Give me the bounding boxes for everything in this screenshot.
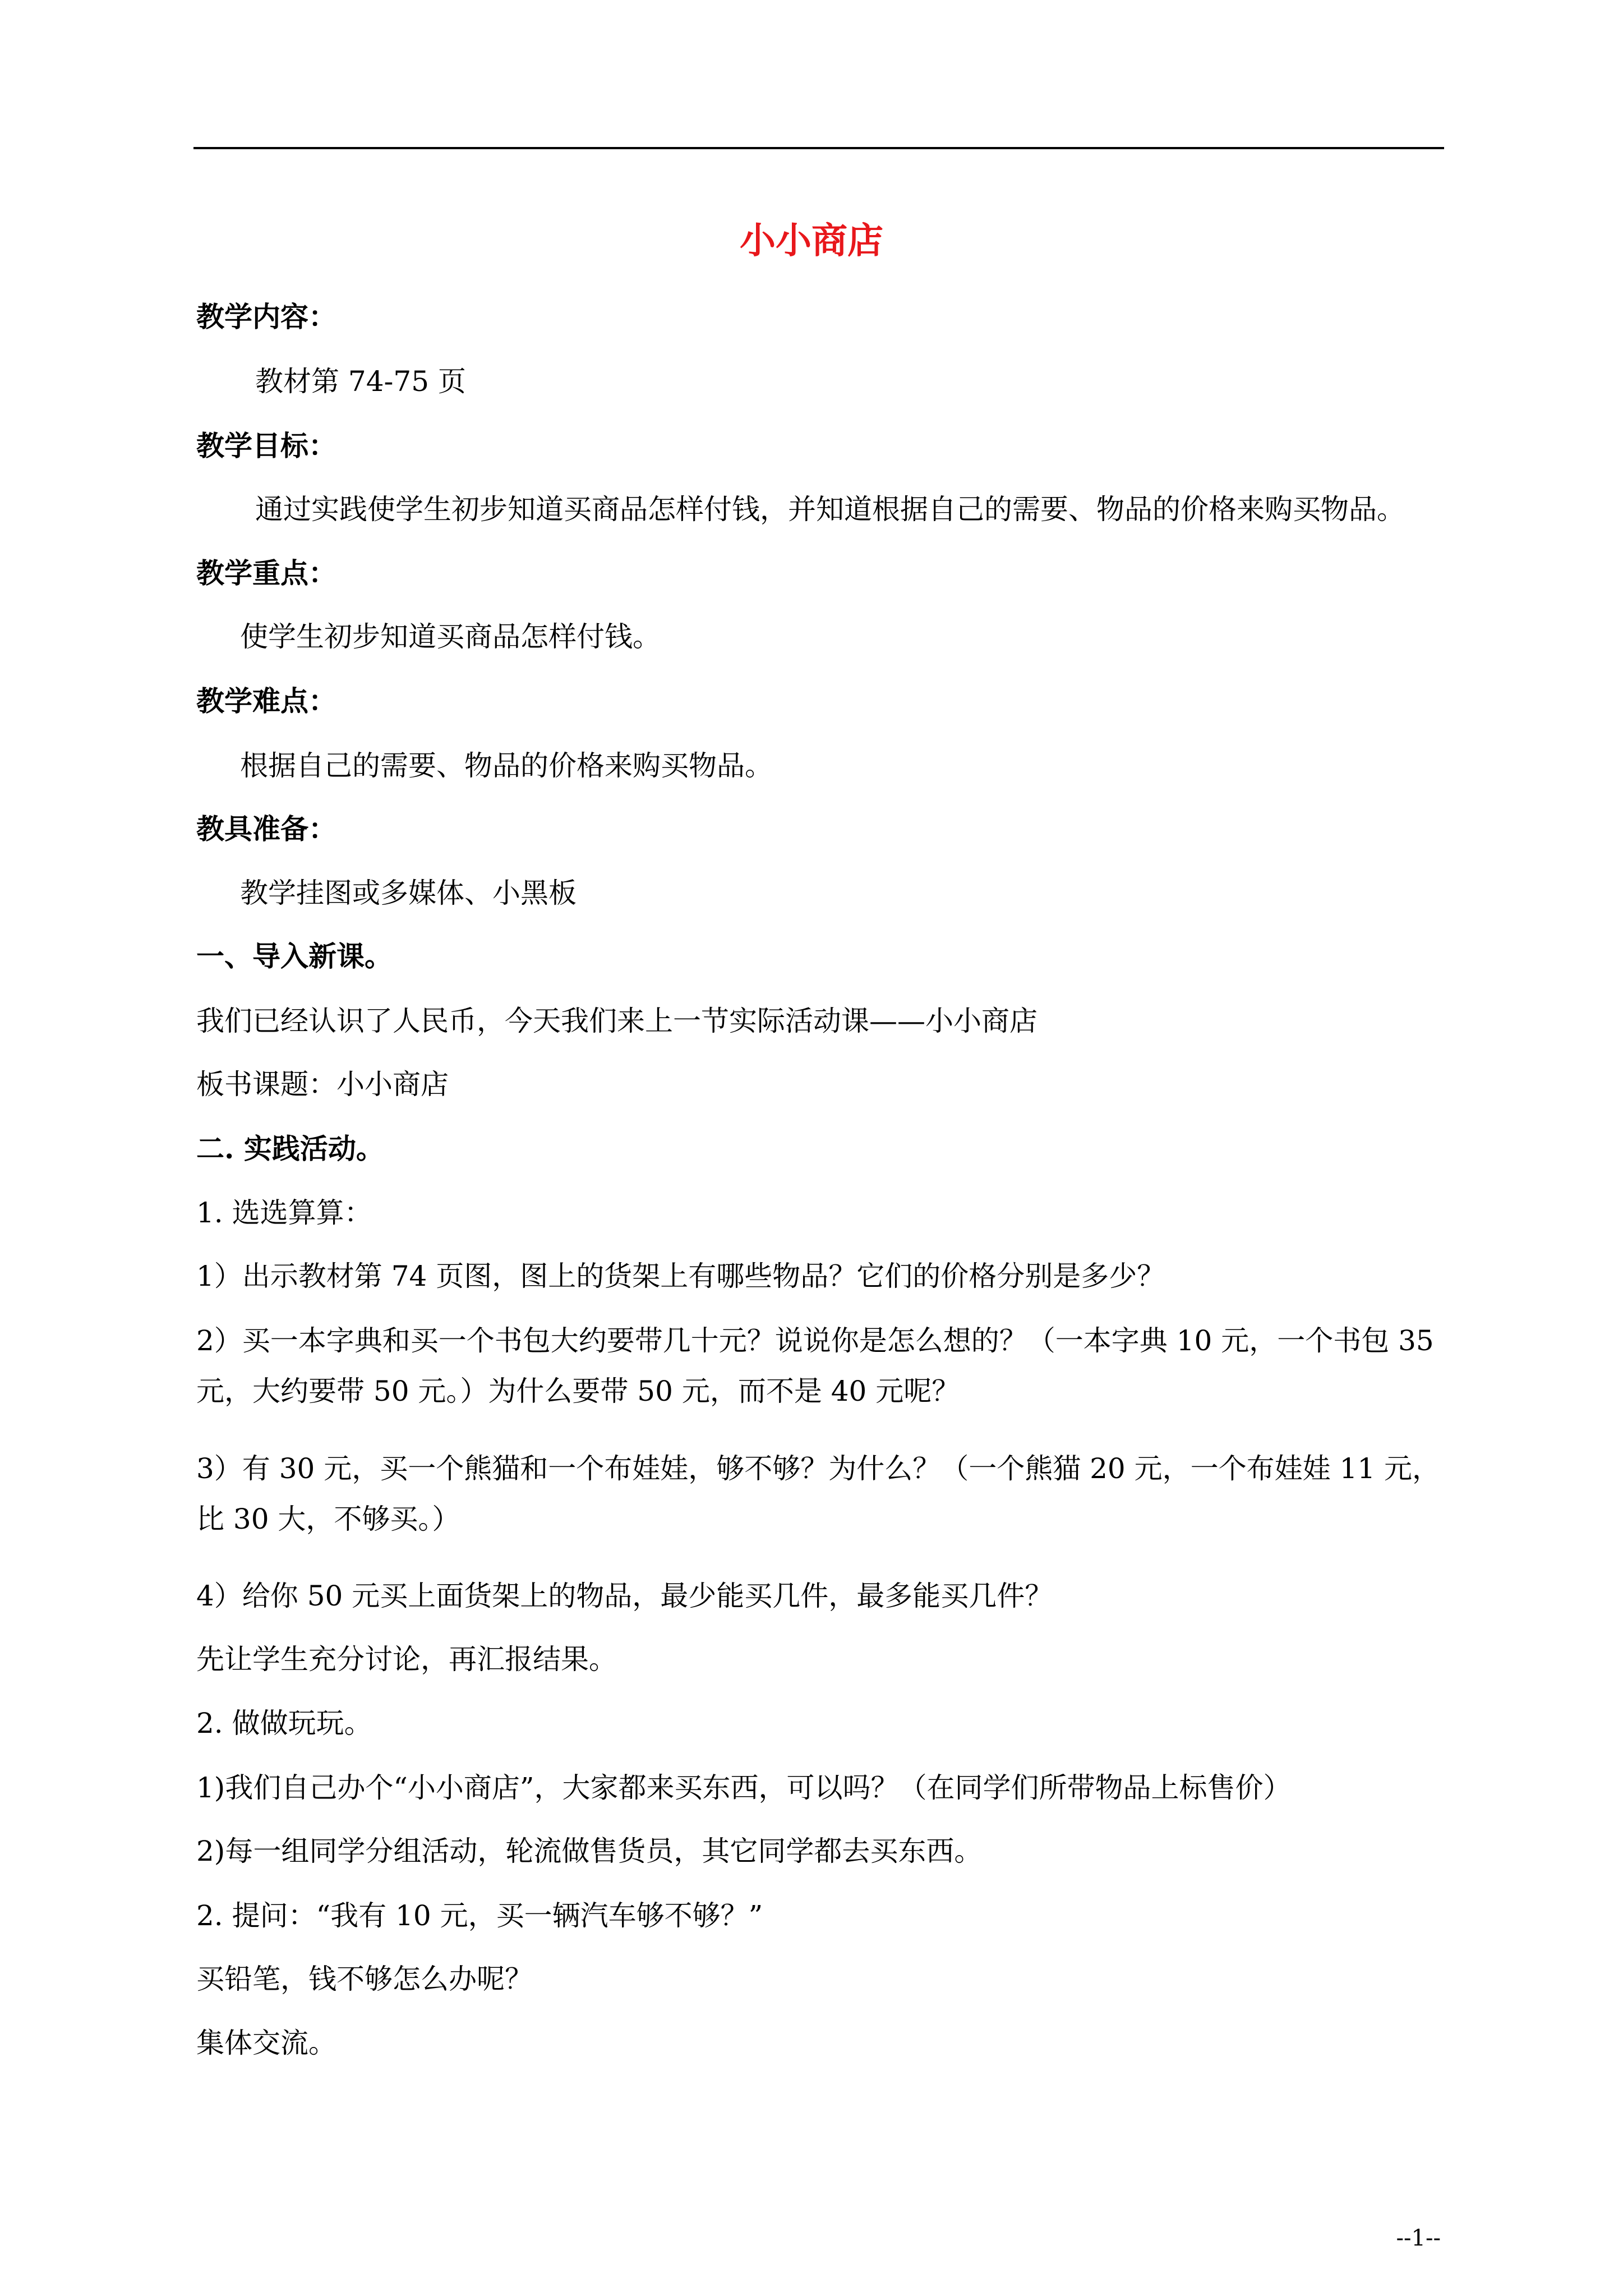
item1-question2: 2）买一本字典和买一个书包大约要带几十元？说说你是怎么想的？（一本字典 10 元，一个书包 35 元，大约要带 50 元。）为什么要带 50 元，而不是 40 元呢？ [196,1324,1434,1407]
difficulty-text: 根据自己的需要、物品的价格来购买物品。 [240,749,773,782]
document-title: 小小商店 [740,220,883,262]
content-heading: 教学内容： [196,300,336,333]
item1-question1: 1）出示教材第 74 页图，图上的货架上有哪些物品？它们的价格分别是多少？ [196,1260,1165,1292]
difficulty-heading: 教学难点： [196,684,336,717]
goal-heading: 教学目标： [196,429,336,462]
key-text: 使学生初步知道买商品怎样付钱。 [240,620,661,653]
section1-line2: 板书课题：小小商店 [196,1068,449,1101]
item3-line1: 买铅笔，钱不够怎么办呢？ [196,1963,533,1995]
item1-question4: 4）给你 50 元买上面货架上的物品，最少能买几件，最多能买几件？ [196,1580,1053,1612]
goal-text: 通过实践使学生初步知道买商品怎样付钱，并知道根据自己的需要、物品的价格来购买物品。 [255,493,1405,526]
item2-heading: 2. 做做玩玩。 [196,1707,372,1740]
tools-text: 教学挂图或多媒体、小黑板 [240,877,577,909]
item3-question: 2. 提问：“我有 10 元，买一辆汽车够不够？” [196,1899,763,1932]
item3-line2: 集体交流。 [196,2027,336,2059]
item1-question3: 3）有 30 元，买一个熊猫和一个布娃娃，够不够？为什么？（一个熊猫 20 元，一个布娃娃 11 元，比 30 大，不够买。） [196,1452,1441,1535]
item1-heading: 1. 选选算算： [196,1197,372,1229]
section1-heading: 一、导入新课。 [196,940,393,973]
key-heading: 教学重点： [196,556,336,590]
item2-question1: 1)我们自己办个“小小商店”，大家都来买东西，可以吗？（在同学们所带物品上标售价） [196,1772,1292,1804]
page-number: --1-- [1396,2225,1441,2251]
tools-heading: 教具准备： [196,812,336,845]
header-rule [193,147,1444,149]
item1-note: 先让学生充分讨论，再汇报结果。 [196,1643,617,1676]
section1-line1: 我们已经认识了人民币，今天我们来上一节实际活动课——小小商店 [196,1005,1038,1037]
content-text: 教材第 74-75 页 [255,365,466,398]
section2-heading: 二. 实践活动。 [196,1132,384,1165]
item2-question2: 2)每一组同学分组活动，轮流做售货员，其它同学都去买东西。 [196,1835,983,1867]
